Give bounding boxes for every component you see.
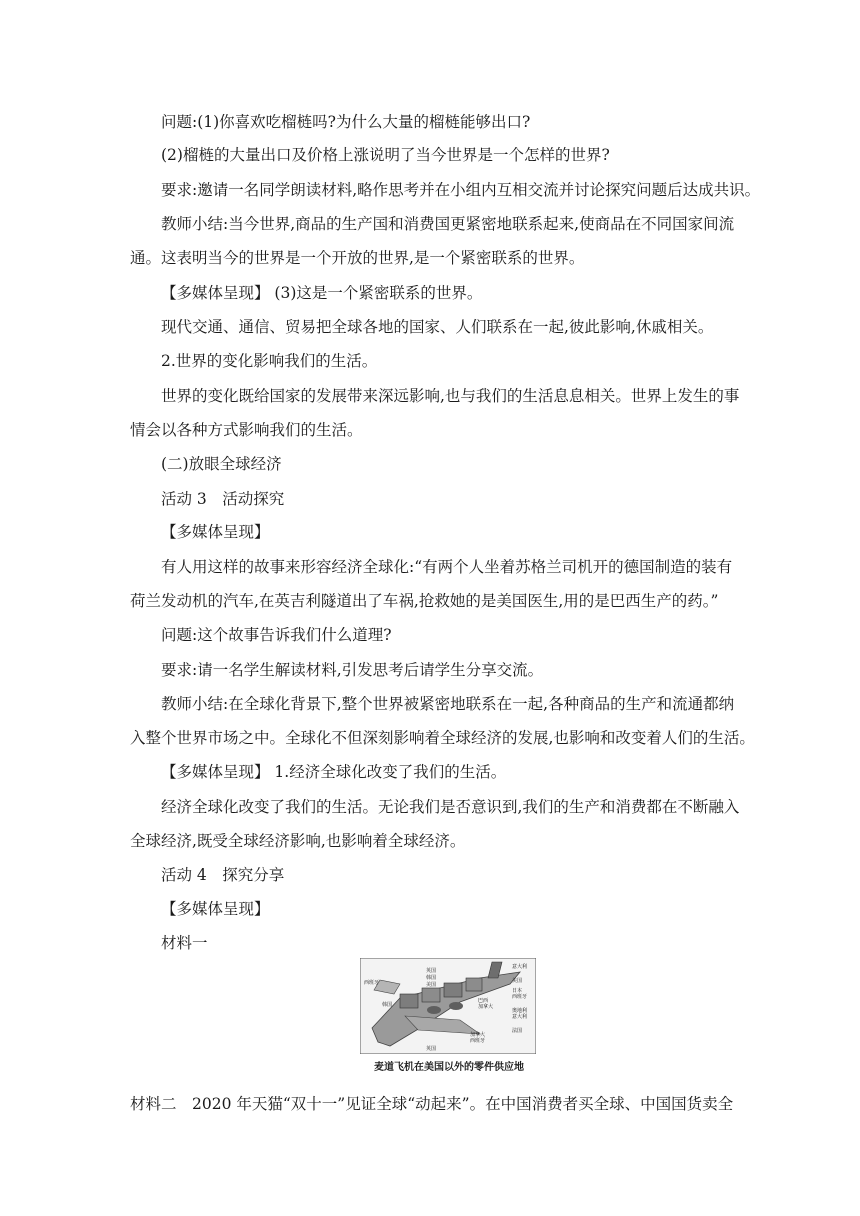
activity-3-heading: 活动 3 活动探究 (161, 490, 285, 508)
figure-label: 英国 (426, 1046, 437, 1052)
question-1: 问题:(1)你喜欢吃榴梿吗?为什么大量的榴梿能够出口? (161, 113, 531, 131)
question-2: (2)榴梿的大量出口及价格上涨说明了当今世界是一个怎样的世界? (161, 146, 610, 164)
teacher-summary-2-cont: 入整个世界市场之中。全球化不但深刻影响着全球经济的发展,也影响和改变着人们的生活。 (130, 729, 755, 747)
paragraph-connection: 现代交通、通信、贸易把全球各地的国家、人们联系在一起,彼此影响,休戚相关。 (161, 318, 714, 336)
figure-label: 西班牙 (512, 994, 528, 1000)
teacher-summary-1-cont: 通。这表明当今的世界是一个开放的世界,是一个紧密联系的世界。 (130, 249, 585, 267)
question-story: 问题:这个故事告诉我们什么道理? (161, 626, 392, 644)
figure-label: 意大利 (512, 964, 528, 970)
figure-label: 美国 (512, 978, 523, 984)
material-1-label: 材料一 (161, 934, 208, 952)
aircraft-parts-figure (358, 958, 540, 1076)
figure-label: 西班牙 (470, 1038, 486, 1044)
paragraph-globalization: 经济全球化改变了我们的生活。无论我们是否意识到,我们的生产和消费都在不断融入 (161, 798, 740, 816)
teacher-summary-1: 教师小结:当今世界,商品的生产国和消费国更紧密地联系起来,使商品在不同国家间流 (161, 215, 735, 233)
teacher-summary-2: 教师小结:在全球化背景下,整个世界被紧密地联系在一起,各种商品的生产和流通都纳 (161, 695, 735, 713)
requirement-2: 要求:请一名学生解读材料,引发思考后请学生分享交流。 (161, 661, 544, 679)
paragraph-globalization-cont: 全球经济,既受全球经济影响,也影响着全球经济。 (130, 832, 466, 850)
paragraph-world-changes-cont: 情会以各种方式影响我们的生活。 (130, 421, 363, 439)
activity-4-heading: 活动 4 探究分享 (161, 866, 285, 884)
multimedia-label-2: 【多媒体呈现】 (161, 900, 270, 918)
story-paragraph-cont: 荷兰发动机的汽车,在英吉利隧道出了车祸,抢救她的是美国医生,用的是巴西生产的药。” (130, 592, 719, 610)
aircraft-exploded-diagram (360, 958, 536, 1054)
heading-world-changes: 2.世界的变化影响我们的生活。 (161, 352, 378, 370)
requirement-1: 要求:邀请一名同学朗读材料,略作思考并在小组内互相交流并讨论探究问题后达成共识。 (161, 181, 761, 199)
figure-label: 韩国 (382, 1002, 393, 1008)
multimedia-label-1: 【多媒体呈现】 (161, 523, 270, 541)
section-heading-global-economy: (二)放眼全球经济 (161, 455, 282, 473)
figure-label: 日本 (512, 988, 523, 994)
figure-label: 韩国 (426, 975, 437, 981)
figure-label: 意大利 (512, 1014, 528, 1020)
figure-label: 西班牙 (364, 980, 380, 986)
figure-label: 奥地利 (512, 1008, 528, 1014)
figure-label: 巴西 (478, 998, 489, 1004)
figure-label: 英国 (426, 968, 437, 974)
story-paragraph: 有人用这样的故事来形容经济全球化:“有两个人坐着苏格兰司机开的德国制造的装有 (161, 558, 733, 576)
multimedia-point-1: 【多媒体呈现】 1.经济全球化改变了我们的生活。 (161, 763, 507, 781)
multimedia-point-3: 【多媒体呈现】 (3)这是一个紧密联系的世界。 (161, 284, 483, 302)
figure-label: 美国 (426, 982, 437, 988)
figure-label: 加拿大 (470, 1032, 486, 1038)
figure-label: 法国 (512, 1028, 523, 1034)
figure-caption: 麦道飞机在美国以外的零件供应地 (374, 1062, 524, 1073)
paragraph-world-changes: 世界的变化既给国家的发展带来深远影响,也与我们的生活息息相关。世界上发生的事 (161, 387, 740, 405)
figure-label: 加拿大 (478, 1004, 494, 1010)
material-2-paragraph: 材料二 2020 年天猫“双十一”见证全球“动起来”。在中国消费者买全球、中国国货卖全 (130, 1095, 734, 1113)
